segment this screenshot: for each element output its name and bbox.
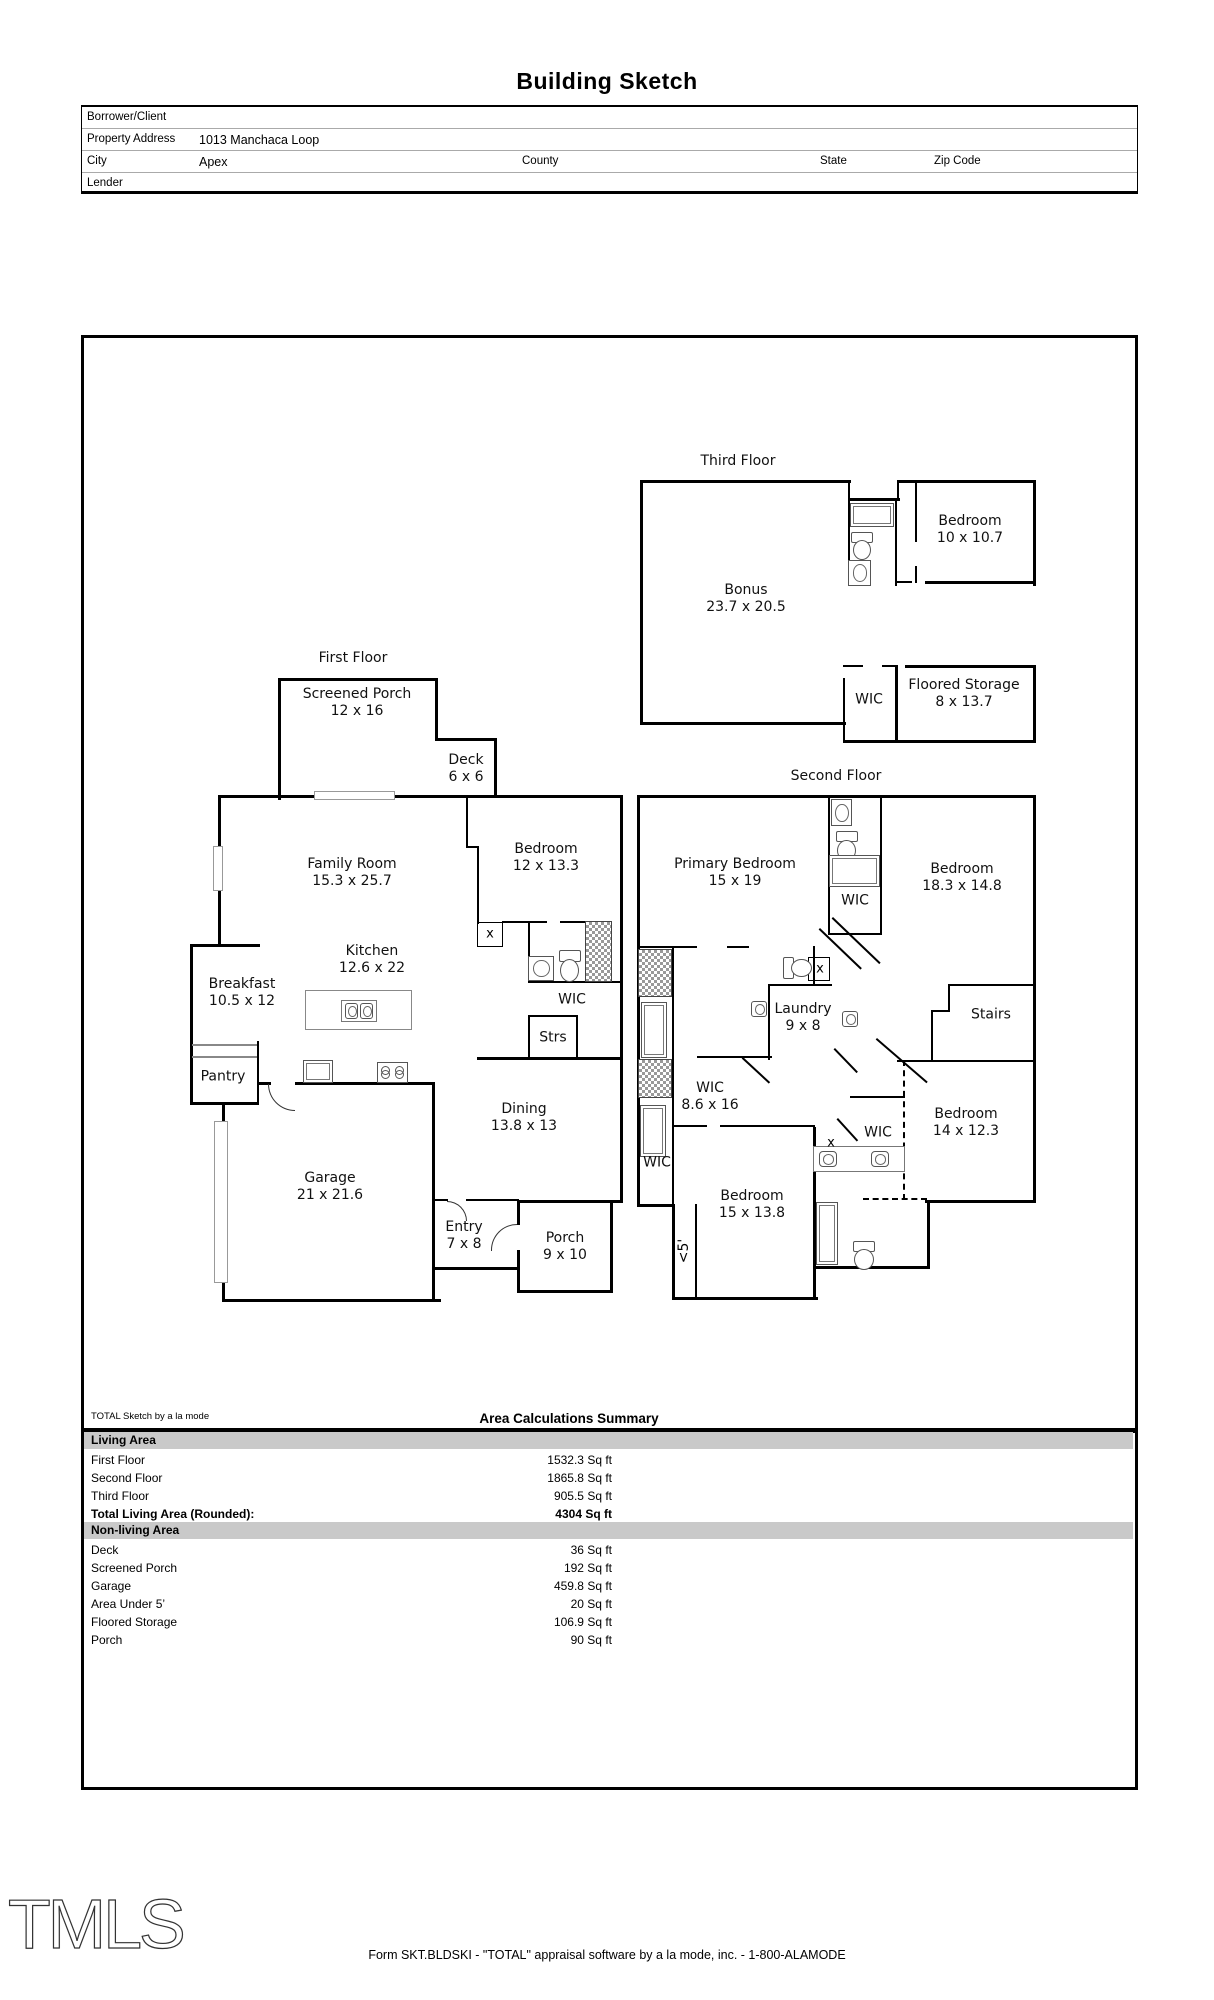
table-row [82,129,1137,151]
nonliving-area-header: Non-living Area [84,1522,1133,1539]
room-name: Garage [304,1170,356,1186]
room-name: Bedroom [934,1106,998,1122]
wall [620,795,623,1203]
window [314,791,395,800]
property-address-value: 1013 Manchaca Loop [199,133,320,147]
summary-row [91,1561,612,1577]
tub-fixture [641,1002,667,1058]
x-marker: x [816,961,824,977]
window [213,846,223,891]
room-label [674,856,796,890]
wall [560,921,587,923]
room-dims: 8.6 x 16 [681,1097,739,1113]
room-name: Porch [545,1230,585,1246]
wall [432,1267,520,1270]
zip-label: Zip Code [934,155,981,167]
wall [477,846,479,924]
page-title: Building Sketch [516,68,698,94]
row-label: Porch [91,1633,123,1647]
room-name: Dining [501,1101,547,1117]
room-dims: 14 x 12.3 [932,1123,1000,1139]
room-label [297,1170,363,1204]
room-label [719,1188,785,1222]
wall [640,722,846,725]
toilet-fixture [849,532,873,559]
wall [925,581,1036,584]
wall [222,1299,441,1302]
wall [672,948,674,1125]
room-name: Deck [448,752,484,768]
room-label [303,686,412,720]
room-dims: 18.3 x 14.8 [922,878,1002,894]
room-name: Floored Storage [908,677,1020,693]
row-label: Deck [91,1543,119,1557]
wall [948,984,1036,986]
total-living-area-row [91,1507,612,1523]
room-dims: 10.5 x 12 [208,993,276,1009]
room-name: Laundry [774,1001,832,1017]
room-dims: 13.8 x 13 [490,1118,558,1134]
wall [828,933,882,935]
room-label [558,992,586,1009]
wall [640,480,851,483]
row-label: First Floor [91,1453,145,1467]
room-name: WIC [643,1154,671,1171]
room-name: Bonus [724,582,768,598]
wall [517,1200,520,1225]
sink-basin [853,564,868,581]
wall [768,984,832,986]
wall [672,1204,675,1300]
wall [466,1199,519,1201]
wall [278,678,281,800]
wall [435,678,438,741]
county-label: County [522,155,559,167]
room-dims: 12.6 x 22 [338,960,406,976]
tub-fixture [829,855,880,887]
tub-fixture [640,1105,666,1157]
room-label [491,1101,557,1135]
room-label [448,752,483,786]
wall [435,738,497,741]
room-name: Entry [445,1219,483,1235]
row-value: 4304 Sq ft [555,1507,612,1521]
wall [190,944,193,1105]
room-name: Bedroom [930,861,994,877]
row-value: 459.8 Sq ft [553,1579,612,1593]
wall [897,1060,1036,1062]
room-label [643,1155,671,1172]
wall [190,944,260,947]
wall [915,566,917,583]
room-name: Pantry [200,1068,246,1085]
sink-basin [533,960,549,977]
sink-fixture [345,1003,358,1019]
room-label [445,1219,482,1253]
room-name: WIC [696,1080,724,1096]
room-name: WIC [855,691,883,708]
shower-inner [819,1205,835,1262]
wall [517,1290,613,1293]
x-marker: x [486,926,494,942]
wall [576,1015,578,1059]
room-name: Strs [539,1029,567,1046]
city-label: City [87,155,107,167]
dryer-door [846,1014,856,1025]
living-area-header: Living Area [84,1432,1133,1449]
wall [528,1015,530,1059]
wall [517,1250,520,1293]
sink-basin [823,1154,835,1165]
room-name: WIC [864,1124,892,1141]
room-name: Breakfast [208,976,276,992]
wall [720,1125,815,1127]
wall [915,480,917,542]
state-label: State [820,155,847,167]
fridge-fixture [303,1060,333,1083]
room-name: Kitchen [345,943,399,959]
sink-fixture [819,1151,837,1167]
room-label [937,513,1003,547]
sink-fixture [871,1151,889,1167]
tmls-logo: TMLS [8,1885,183,1963]
room-name: WIC [841,892,869,909]
wall [925,1200,1036,1203]
room-dims: 6 x 6 [448,769,484,785]
wall [882,665,897,667]
wall [477,1057,623,1060]
city-value: Apex [199,155,228,169]
row-value: 36 Sq ft [570,1543,612,1557]
room-label [706,582,786,616]
tub-fixture [850,503,894,527]
room-dims: 12 x 16 [330,703,384,719]
wall [843,665,863,667]
tub-inner [853,506,891,524]
wall [432,1199,448,1201]
dashed-wall [903,1060,905,1200]
wall [637,946,697,948]
room-label [864,1125,892,1142]
room-dims: 10 x 10.7 [936,530,1004,546]
lender-label: Lender [87,177,123,189]
room-label [841,893,869,910]
toilet-bowl [560,959,579,982]
room-label [681,1080,738,1114]
room-name: Bedroom [720,1188,784,1204]
property-info-table [81,105,1138,194]
sink-basin [835,804,848,822]
summary-row [91,1453,612,1469]
summary-row [91,1597,612,1613]
wall [1033,480,1036,586]
wall [1033,795,1036,1203]
wall [948,984,950,1012]
table-row [82,151,1137,173]
room-label [539,1030,566,1047]
wall [637,1204,675,1207]
room-label [908,677,1019,711]
room-dims: 8 x 13.7 [935,694,993,710]
wall [843,740,1036,743]
shower-stall-fixture [816,1202,838,1265]
room-label [922,861,1002,895]
x-marker: x [827,1135,835,1151]
toilet-fixture [850,1241,876,1269]
room-label [201,1069,246,1086]
wall [843,678,845,742]
room-label [855,692,883,709]
row-value: 106.9 Sq ft [553,1615,612,1629]
wall [695,1204,697,1300]
summary-row [91,1471,612,1487]
dryer-fixture [842,1011,858,1027]
wall [494,738,497,798]
tub-inner [643,1108,663,1154]
range-fixture [377,1062,408,1083]
wall [697,1056,772,1058]
summary-row [91,1633,612,1649]
pantry-shelf [192,1056,258,1058]
room-name: Primary Bedroom [674,856,796,872]
room-name: Stairs [971,1006,1011,1023]
under-5ft-marker: <5' [676,1238,692,1264]
room-label [339,943,405,977]
first-floor-label: First Floor [318,650,388,666]
sink-fixture [831,799,852,826]
wall [672,1125,707,1127]
sink-basin [875,1154,887,1165]
wall [927,1200,930,1269]
row-value: 20 Sq ft [570,1597,612,1611]
toilet-fixture [556,950,581,981]
shower-fixture [638,1059,672,1098]
wall [517,1200,623,1203]
toilet-fixture [783,957,811,981]
burner [381,1070,390,1079]
wall [466,797,468,847]
wall [897,480,899,500]
toilet-bowl [853,540,871,560]
wall [768,984,770,1060]
wall [905,665,1036,668]
wall [727,946,749,948]
row-label: Second Floor [91,1471,163,1485]
sink-basin [348,1006,357,1017]
row-label: Garage [91,1579,132,1593]
table-row [82,107,1137,129]
room-label [774,1001,831,1035]
room-name: Screened Porch [302,686,412,702]
room-name: Bedroom [938,513,1002,529]
wall [897,480,1036,483]
wall [895,665,898,743]
wall [637,795,1036,798]
garage-door [214,1121,228,1283]
dashed-wall [863,1198,927,1200]
row-label: Third Floor [91,1489,150,1503]
room-label [307,856,396,890]
room-label [209,976,276,1010]
room-label [933,1106,999,1140]
wall [672,1125,674,1206]
wall [848,480,850,500]
room-label [971,1007,1011,1024]
third-floor-label: Third Floor [700,453,776,469]
wall [502,921,547,923]
row-label: Floored Storage [91,1615,178,1629]
wall [528,1015,578,1017]
room-label [513,841,579,875]
tub-inner [644,1005,664,1055]
sink-fixture [848,560,871,586]
wall [895,500,897,586]
property-address-label: Property Address [87,133,176,145]
row-value: 90 Sq ft [570,1633,612,1647]
row-value: 192 Sq ft [563,1561,612,1575]
summary-row [91,1615,612,1631]
form-footer-text: Form SKT.BLDSKI - "TOTAL" appraisal software by a la mode, inc. - 1-800-ALAMODE [368,1948,846,1962]
table-row [82,173,1137,193]
row-label: Area Under 5’ [91,1597,166,1611]
sink-fixture [360,1003,373,1019]
room-dims: 21 x 21.6 [296,1187,364,1203]
borrower-label: Borrower/Client [87,111,167,123]
burner [395,1070,404,1079]
row-label: Total Living Area (Rounded): [91,1507,255,1521]
summary-row [91,1543,612,1559]
wall [218,795,623,798]
room-dims: 9 x 10 [543,1247,587,1263]
row-value: 905.5 Sq ft [553,1489,612,1503]
room-dims: 12 x 13.3 [512,858,580,874]
room-name: Family Room [307,856,397,872]
room-dims: 23.7 x 20.5 [706,599,786,615]
wall [931,1010,933,1062]
room-name: Bedroom [514,841,578,857]
wall [640,480,643,725]
room-name: WIC [558,991,586,1008]
room-label [543,1230,587,1264]
wall [672,1297,818,1300]
wall [278,678,438,681]
wall [850,1096,905,1098]
summary-title: Area Calculations Summary [479,1411,659,1426]
second-floor-label: Second Floor [790,768,882,784]
washer-fixture [751,1001,767,1017]
toilet-bowl [791,959,812,977]
row-value: 1532.3 Sq ft [547,1453,612,1467]
shower-fixture [638,949,672,997]
wall [1033,665,1036,743]
sink-fixture [528,956,554,981]
fridge-inner [306,1063,330,1080]
sketch-credit: TOTAL Sketch by a la mode [91,1411,210,1422]
wall [848,498,900,501]
summary-row [91,1579,612,1595]
row-label: Screened Porch [91,1561,178,1575]
washer-door [755,1004,765,1015]
sink-basin [363,1006,372,1017]
room-dims: 7 x 8 [446,1236,482,1252]
wall [880,795,882,935]
shower-fixture [585,921,612,982]
wall [610,1200,613,1293]
pantry-shelf [192,1044,258,1046]
room-dims: 15 x 13.8 [718,1205,786,1221]
room-dims: 15 x 19 [708,873,762,889]
wall [931,1010,950,1012]
room-dims: 9 x 8 [785,1018,821,1034]
wall [257,1041,259,1104]
toilet-bowl [854,1249,874,1270]
room-dims: 15.3 x 25.7 [312,873,392,889]
row-value: 1865.8 Sq ft [547,1471,612,1485]
wall [897,581,912,583]
summary-row [91,1489,612,1505]
tub-inner [832,858,877,884]
